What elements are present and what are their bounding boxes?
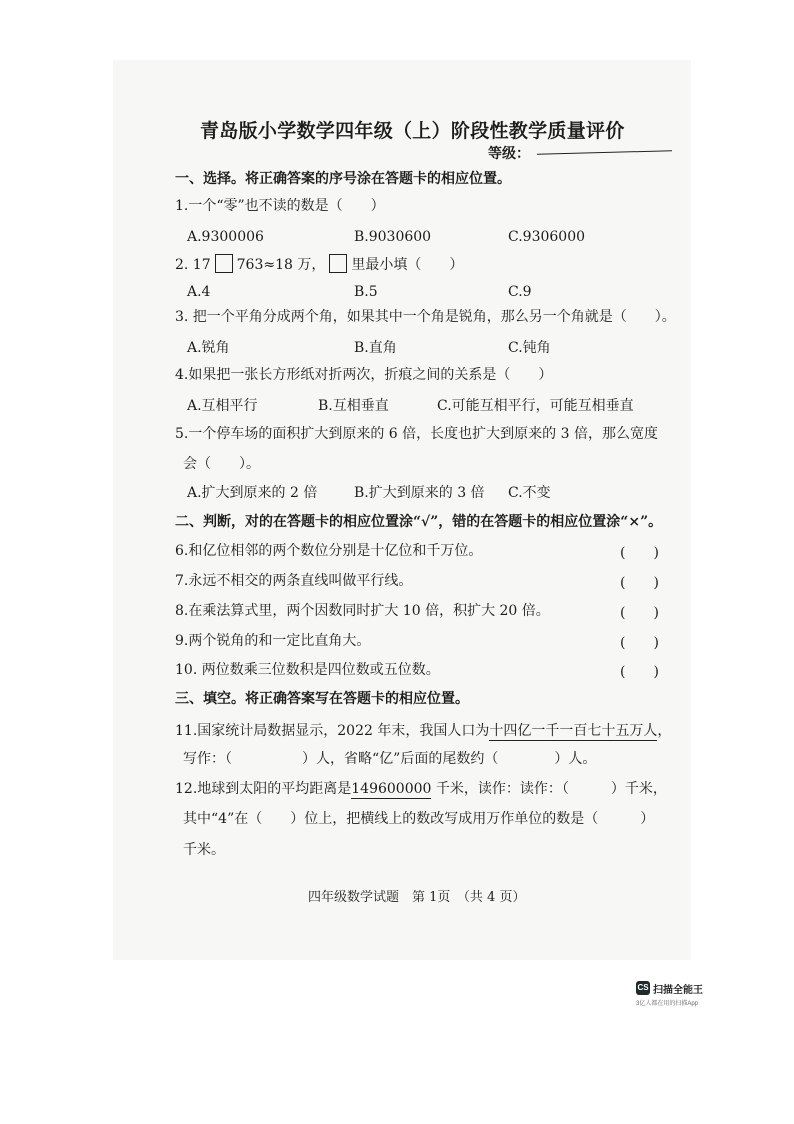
q5-stem-line1: 5.一个停车场的面积扩大到原来的 6 倍，长度也扩大到原来的 3 倍，那么宽度	[175, 426, 658, 442]
camscanner-name: 扫描全能王	[653, 985, 703, 996]
q11-underlined-number: 十四亿一千一百七十五万人	[489, 723, 658, 739]
q11-part1: 11.国家统计局数据显示，2022 年末，我国人口为	[175, 723, 490, 739]
q3-option-b: B.直角	[354, 340, 397, 356]
camscanner-logo-icon: CS	[636, 981, 650, 995]
section2-heading: 二、判断，对的在答题卡的相应位置涂“√”，错的在答题卡的相应位置涂“×”。	[175, 514, 663, 530]
judge-paren-6: ( )	[620, 545, 659, 561]
judge-paren-8: ( )	[620, 605, 659, 621]
q2-stem	[175, 254, 463, 274]
q12-line3: 千米。	[183, 842, 225, 858]
q4-stem: 4.如果把一张长方形纸对折两次，折痕之间的关系是（ ）	[175, 367, 553, 383]
judge-paren-10: ( )	[620, 664, 659, 680]
q11-line1	[175, 722, 671, 740]
q3-stem: 3. 把一个平角分成两个角，如果其中一个角是锐角，那么另一个角就是（ ）。	[175, 309, 676, 325]
section1-heading: 一、选择。将正确答案的序号涂在答题卡的相应位置。	[175, 171, 511, 187]
answer-box	[329, 254, 347, 273]
q2-part3: 里最小填（ ）	[351, 257, 464, 273]
q2-option-a: A.4	[187, 284, 211, 300]
q12-line1	[175, 780, 667, 798]
section3-heading: 三、填空。将正确答案写在答题卡的相应位置。	[175, 691, 469, 707]
q5-stem-line2: 会（ ）。	[183, 456, 260, 472]
q11-part2: ，	[657, 723, 672, 739]
judge-paren-7: ( )	[620, 575, 659, 591]
judge-item-9: 9.两个锐角的和一定比直角大。	[175, 633, 371, 649]
q4-option-a: A.互相平行	[187, 398, 258, 414]
q2-part2: 763≈18 万，	[236, 257, 326, 273]
judge-item-6: 6.和亿位相邻的两个数位分别是十亿位和千万位。	[175, 543, 483, 559]
judge-paren-9: ( )	[620, 635, 659, 651]
camscanner-tagline: 3亿人都在用的扫描App	[636, 1001, 699, 1007]
q4-option-c: C.可能互相平行，可能互相垂直	[437, 398, 634, 414]
exam-title: 青岛版小学数学四年级（上）阶段性教学质量评价	[200, 120, 625, 142]
q1-option-a: A.9300006	[187, 229, 264, 245]
q12-part1: 12.地球到太阳的平均距离是	[175, 781, 352, 797]
q12-line2: 其中“4”在（ ）位上，把横线上的数改写成用万作单位的数是（ ）	[183, 811, 655, 827]
q5-option-b: B.扩大到原来的 3 倍	[354, 485, 485, 501]
judge-item-8: 8.在乘法算式里，两个因数同时扩大 10 倍，积扩大 20 倍。	[175, 603, 550, 619]
q2-option-b: B.5	[354, 284, 378, 300]
q3-option-c: C.钝角	[508, 340, 551, 356]
q5-option-a: A.扩大到原来的 2 倍	[187, 485, 318, 501]
q5-option-c: C.不变	[508, 485, 551, 501]
q3-option-a: A.锐角	[187, 340, 230, 356]
grade-label: 等级：	[488, 146, 530, 162]
q12-part2: 千米，读作：读作：（ ）千米，	[431, 781, 667, 797]
q1-stem: 1.一个“零”也不读的数是（ ）	[175, 198, 385, 214]
q2-option-c: C.9	[508, 284, 532, 300]
q1-option-b: B.9030600	[354, 229, 432, 245]
q11-line2: 写作：（ ）人，省略“亿”后面的尾数约（ ）人。	[183, 751, 597, 767]
judge-item-10: 10. 两位数乘三位数积是四位数或五位数。	[175, 662, 440, 678]
q12-underlined-number: 149600000	[351, 781, 432, 797]
page-footer: 四年级数学试题 第 1页 （共 4 页）	[308, 890, 526, 905]
q4-option-b: B.互相垂直	[318, 398, 389, 414]
judge-item-7: 7.永远不相交的两条直线叫做平行线。	[175, 573, 413, 589]
q1-option-c: C.9306000	[508, 229, 586, 245]
answer-box	[215, 254, 233, 273]
q2-part1: 2. 17	[175, 257, 211, 273]
